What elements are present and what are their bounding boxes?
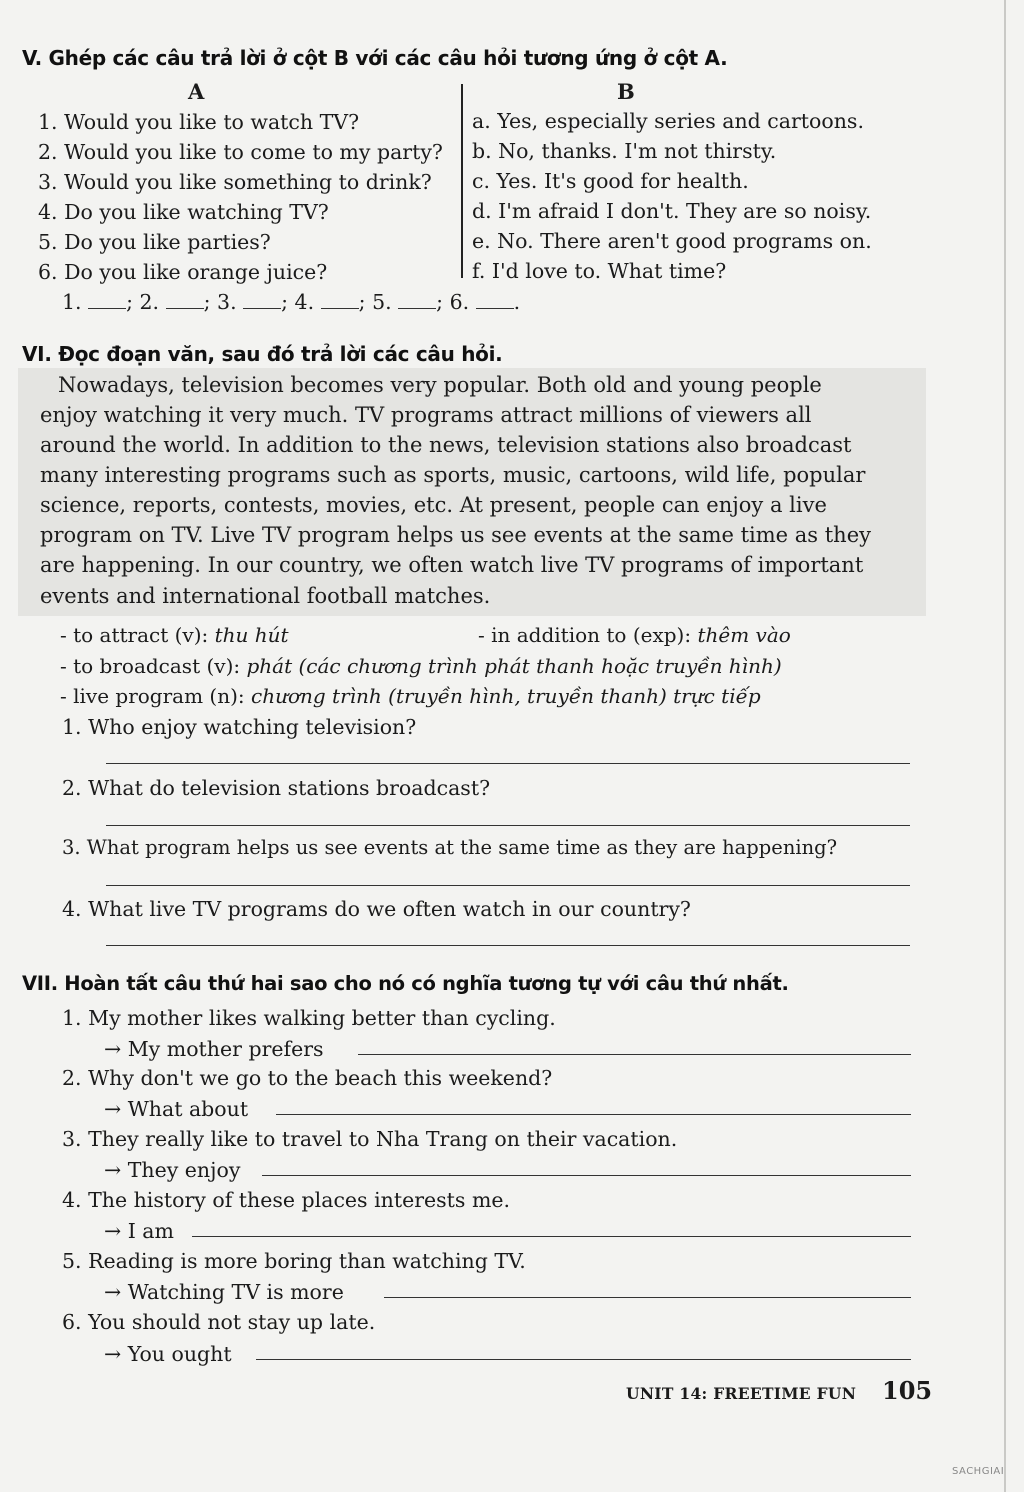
rewrite-prompt: → They enjoy: [104, 1158, 241, 1182]
passage-line: science, reports, contests, movies, etc. At present, people can enjoy a live: [40, 493, 827, 517]
vocab-term: - to attract (v):: [60, 623, 209, 647]
match-question: 6. Do you like orange juice?: [38, 260, 328, 284]
passage-line: many interesting programs such as sports, music, cartoons, wild life, popular: [40, 463, 866, 487]
vocab-broadcast: [60, 654, 782, 678]
blank-label: 1.: [62, 290, 82, 314]
passage-line: around the world. In addition to the news, television stations also broadcast: [40, 433, 852, 457]
rewrite-sentence: 4. The history of these places interests me.: [62, 1188, 511, 1212]
rewrite-answer-line[interactable]: [384, 1297, 911, 1298]
unit-title: UNIT 14: FREETIME FUN: [626, 1384, 857, 1403]
answer-line[interactable]: [106, 945, 910, 946]
answer-blank-6[interactable]: [476, 292, 514, 309]
watermark-logo: SACHGIAI: [952, 1466, 1005, 1477]
passage-line: Nowadays, television becomes very popular. Both old and young people: [58, 373, 822, 397]
match-question: 4. Do you like watching TV?: [38, 200, 329, 224]
section-vi-heading: VI. Đọc đoạn văn, sau đó trả lời các câu hỏi.: [22, 342, 503, 366]
rewrite-prompt: → Watching TV is more: [104, 1280, 344, 1304]
reading-passage: [18, 368, 926, 616]
answer-line[interactable]: [106, 825, 910, 826]
section-v-heading: V. Ghép các câu trả lời ở cột B với các câu hỏi tương ứng ở cột A.: [22, 46, 728, 70]
comprehension-question: 2. What do television stations broadcast?: [62, 776, 491, 800]
comprehension-question: 1. Who enjoy watching television?: [62, 715, 417, 739]
vocab-attract: [60, 623, 289, 647]
blank-label: ; 2.: [126, 290, 160, 314]
rewrite-sentence: 3. They really like to travel to Nha Trang on their vacation.: [62, 1127, 678, 1151]
match-question: 2. Would you like to come to my party?: [38, 140, 443, 164]
vocab-live-program: [60, 684, 761, 708]
passage-line: enjoy watching it very much. TV programs attract millions of viewers all: [40, 403, 812, 427]
answer-blank-3[interactable]: [243, 292, 281, 309]
blank-label: ; 5.: [358, 290, 392, 314]
rewrite-prompt: → I am: [104, 1219, 174, 1243]
page-edge: [1004, 0, 1006, 1492]
match-answer: a. Yes, especially series and cartoons.: [472, 109, 864, 133]
vocab-meaning: phát (các chương trình phát thanh hoặc truyền hình): [246, 654, 782, 678]
rewrite-prompt: → What about: [104, 1097, 249, 1121]
answer-line[interactable]: [106, 885, 910, 886]
answer-line[interactable]: [106, 763, 910, 764]
passage-line: are happening. In our country, we often watch live TV programs of important: [40, 553, 864, 577]
comprehension-question: 3. What program helps us see events at the same time as they are happening?: [62, 836, 838, 859]
answer-blank-4[interactable]: [321, 292, 359, 309]
rewrite-prompt: → My mother prefers: [104, 1037, 324, 1061]
match-answer: e. No. There aren't good programs on.: [472, 229, 872, 253]
rewrite-answer-line[interactable]: [192, 1236, 911, 1237]
match-answer: b. No, thanks. I'm not thirsty.: [472, 139, 777, 163]
rewrite-sentence: 6. You should not stay up late.: [62, 1310, 376, 1334]
passage-line: events and international football matches.: [40, 584, 491, 608]
answer-blank-1[interactable]: [88, 292, 126, 309]
answer-blanks: [62, 292, 520, 313]
answer-blank-2[interactable]: [166, 292, 204, 309]
match-answer: c. Yes. It's good for health.: [472, 169, 749, 193]
blank-label: ; 3.: [203, 290, 237, 314]
blank-label: .: [513, 290, 521, 314]
blank-label: ; 6.: [436, 290, 470, 314]
page-number: 105: [882, 1376, 933, 1405]
match-question: 5. Do you like parties?: [38, 230, 271, 254]
vocab-meaning: thu hút: [214, 623, 289, 647]
blank-label: ; 4.: [281, 290, 315, 314]
rewrite-answer-line[interactable]: [276, 1114, 911, 1115]
match-answer: d. I'm afraid I don't. They are so noisy.: [472, 199, 872, 223]
column-b-label: B: [617, 79, 635, 104]
vocab-meaning: chương trình (truyền hình, truyền thanh) trực tiếp: [251, 684, 761, 708]
vocab-term: - live program (n):: [60, 684, 245, 708]
rewrite-prompt: → You ought: [104, 1342, 232, 1366]
section-vii-heading: VII. Hoàn tất câu thứ hai sao cho nó có nghĩa tương tự với câu thứ nhất.: [22, 972, 789, 995]
rewrite-answer-line[interactable]: [262, 1175, 911, 1176]
vocab-term: - in addition to (exp):: [478, 623, 692, 647]
vocab-in-addition: [478, 623, 791, 647]
column-divider: [461, 84, 463, 278]
column-a-label: A: [188, 79, 205, 104]
match-question: 1. Would you like to watch TV?: [38, 110, 360, 134]
passage-line: program on TV. Live TV program helps us see events at the same time as they: [40, 523, 871, 547]
rewrite-sentence: 1. My mother likes walking better than cycling.: [62, 1006, 556, 1030]
rewrite-sentence: 5. Reading is more boring than watching TV.: [62, 1249, 526, 1273]
vocab-meaning: thêm vào: [697, 623, 791, 647]
comprehension-question: 4. What live TV programs do we often watch in our country?: [62, 897, 691, 921]
match-question: 3. Would you like something to drink?: [38, 170, 432, 194]
rewrite-sentence: 2. Why don't we go to the beach this weekend?: [62, 1066, 553, 1090]
vocab-term: - to broadcast (v):: [60, 654, 241, 678]
rewrite-answer-line[interactable]: [256, 1359, 911, 1360]
match-answer: f. I'd love to. What time?: [472, 259, 727, 283]
rewrite-answer-line[interactable]: [358, 1054, 911, 1055]
answer-blank-5[interactable]: [398, 292, 436, 309]
